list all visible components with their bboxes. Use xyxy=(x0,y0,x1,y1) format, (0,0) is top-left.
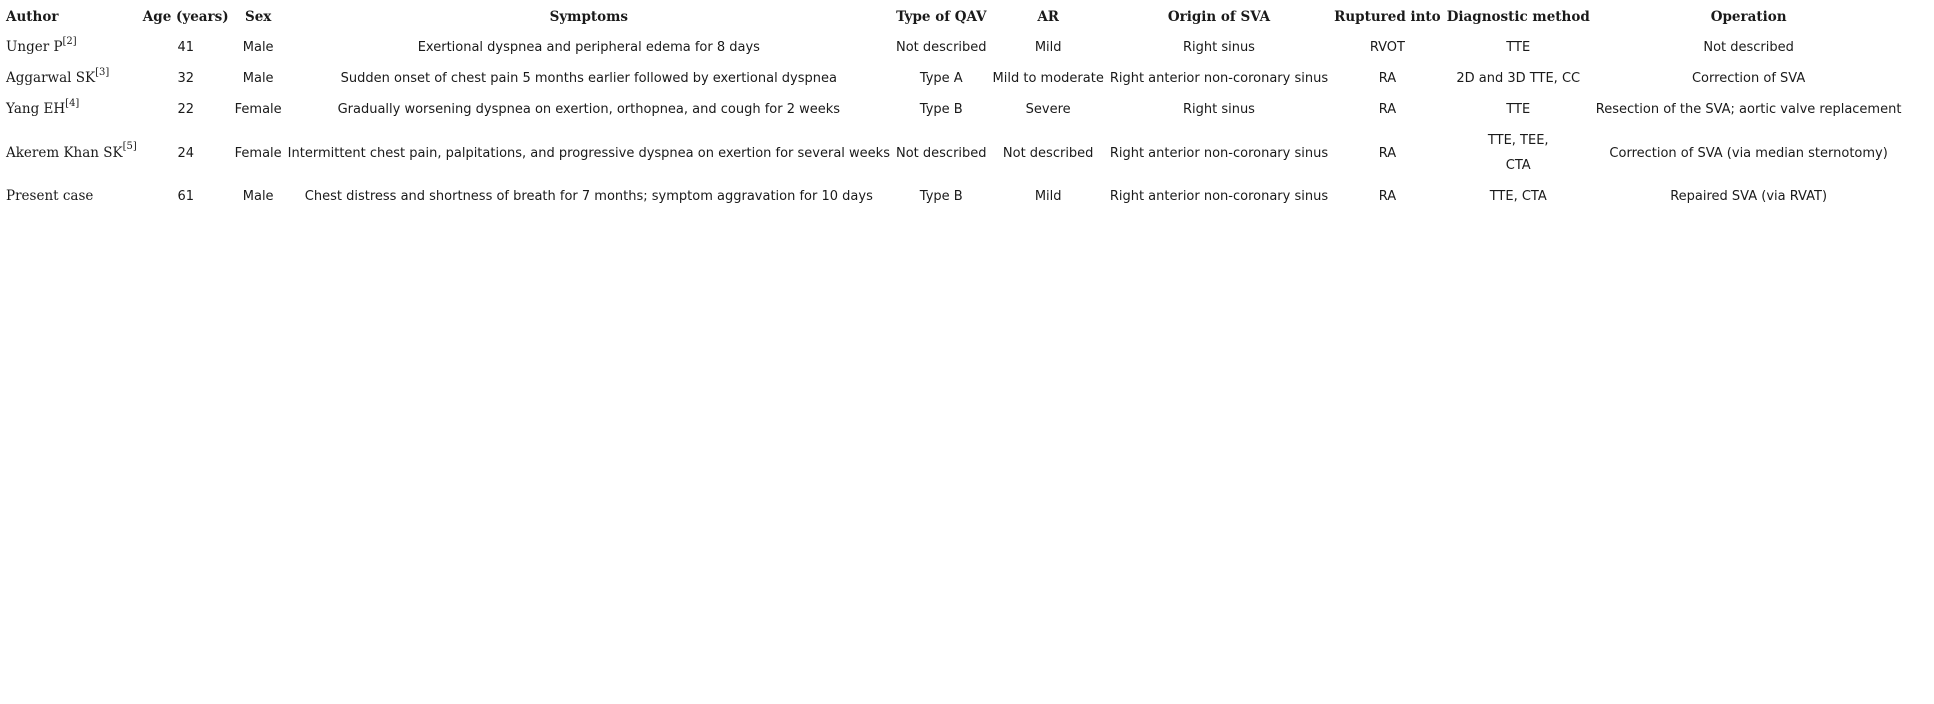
reference-number: [2] xyxy=(62,35,77,47)
header-ruptured-into: Ruptured into xyxy=(1334,9,1441,25)
cell-symptoms: Sudden onset of chest pain 5 months earlier followed by exertional dyspnea xyxy=(340,71,837,86)
cell-author xyxy=(6,181,140,212)
header-author: Author xyxy=(6,9,59,25)
author-name: Aggarwal SK xyxy=(6,70,96,86)
cell-sex: Male xyxy=(242,71,274,86)
cell-origin: Right sinus xyxy=(1182,40,1255,55)
table-row xyxy=(6,125,1904,181)
cell-qav-type: Not described xyxy=(895,40,987,55)
cell-age: 24 xyxy=(177,145,194,161)
cell-diagnostic-method xyxy=(1444,125,1593,181)
header-origin: Origin of SVA xyxy=(1167,9,1271,25)
cell-ruptured-into: RVOT xyxy=(1369,40,1405,55)
diagnostic-line: TTE xyxy=(1506,102,1531,117)
cell-age: 32 xyxy=(177,71,194,86)
header-ar: AR xyxy=(1037,9,1060,25)
diagnostic-line: 2D and 3D TTE, CC xyxy=(1456,71,1581,86)
case-comparison-table xyxy=(6,6,1904,212)
cell-diagnostic-method xyxy=(1444,94,1593,125)
table-header xyxy=(6,6,1904,32)
author-name: Unger P xyxy=(6,39,63,55)
cell-author xyxy=(6,94,140,125)
header-age: Age (years) xyxy=(142,9,229,25)
cell-origin: Right anterior non-coronary sinus xyxy=(1109,71,1329,86)
cell-qav-type: Type B xyxy=(919,189,963,204)
cell-qav-type: Not described xyxy=(895,145,987,161)
header-operation: Operation xyxy=(1710,9,1787,25)
cell-author xyxy=(6,125,140,181)
table-body xyxy=(6,32,1904,212)
cell-ruptured-into: RA xyxy=(1378,145,1397,161)
reference-number: [4] xyxy=(65,97,80,109)
cell-ar: Mild to moderate xyxy=(992,71,1104,86)
cell-origin: Right anterior non-coronary sinus xyxy=(1109,189,1329,204)
cell-origin: Right sinus xyxy=(1182,102,1255,117)
cell-ar: Severe xyxy=(1025,102,1071,117)
cell-diagnostic-method xyxy=(1444,181,1593,212)
cell-operation: Not described xyxy=(1703,40,1794,55)
diagnostic-line: CTA xyxy=(1505,158,1531,173)
cell-symptoms: Chest distress and shortness of breath for 7 months; symptom aggravation for 10 days xyxy=(304,189,873,204)
cell-author xyxy=(6,63,140,94)
diagnostic-line: TTE, TEE, xyxy=(1487,133,1549,148)
cell-origin: Right anterior non-coronary sinus xyxy=(1109,145,1329,161)
cell-author xyxy=(6,32,140,63)
cell-age: 61 xyxy=(177,189,194,204)
cell-age: 22 xyxy=(177,102,194,117)
cell-sex: Female xyxy=(234,102,282,117)
table-row xyxy=(6,94,1904,125)
cell-ruptured-into: RA xyxy=(1378,71,1397,86)
table-row xyxy=(6,32,1904,63)
diagnostic-line: TTE, CTA xyxy=(1489,189,1547,204)
diagnostic-line: TTE xyxy=(1506,40,1531,55)
cell-diagnostic-method xyxy=(1444,32,1593,63)
cell-ruptured-into: RA xyxy=(1378,189,1397,204)
cell-sex: Male xyxy=(242,40,274,55)
author-name: Yang EH xyxy=(6,101,66,117)
cell-sex: Male xyxy=(242,189,274,204)
author-name: Present case xyxy=(6,188,94,204)
table-row xyxy=(6,63,1904,94)
header-diagnostic-method: Diagnostic method xyxy=(1446,9,1590,25)
cell-ruptured-into: RA xyxy=(1378,102,1397,117)
cell-operation: Repaired SVA (via RVAT) xyxy=(1670,189,1828,204)
cell-symptoms: Gradually worsening dyspnea on exertion, orthopnea, and cough for 2 weeks xyxy=(337,102,841,117)
header-qav-type: Type of QAV xyxy=(896,9,987,25)
cell-qav-type: Type A xyxy=(919,71,963,86)
table-row xyxy=(6,181,1904,212)
cell-diagnostic-method xyxy=(1444,63,1593,94)
header-symptoms: Symptoms xyxy=(549,9,629,25)
reference-number: [3] xyxy=(95,66,110,78)
cell-symptoms: Intermittent chest pain, palpitations, and progressive dyspnea on exertion for several weeks xyxy=(287,145,890,161)
header-row xyxy=(6,6,1904,32)
cell-operation: Correction of SVA xyxy=(1691,71,1806,86)
cell-operation: Resection of the SVA; aortic valve replacement xyxy=(1595,102,1902,117)
cell-symptoms: Exertional dyspnea and peripheral edema for 8 days xyxy=(417,40,760,55)
cell-sex: Female xyxy=(234,145,282,161)
cell-ar: Not described xyxy=(1002,145,1094,161)
cell-ar: Mild xyxy=(1034,40,1062,55)
cell-qav-type: Type B xyxy=(919,102,963,117)
reference-number: [5] xyxy=(122,141,137,152)
author-name: Akerem Khan SK xyxy=(6,144,123,161)
header-sex: Sex xyxy=(244,9,272,25)
cell-ar: Mild xyxy=(1034,189,1062,204)
cell-operation: Correction of SVA (via median sternotomy) xyxy=(1609,145,1888,161)
cell-age: 41 xyxy=(177,40,194,55)
